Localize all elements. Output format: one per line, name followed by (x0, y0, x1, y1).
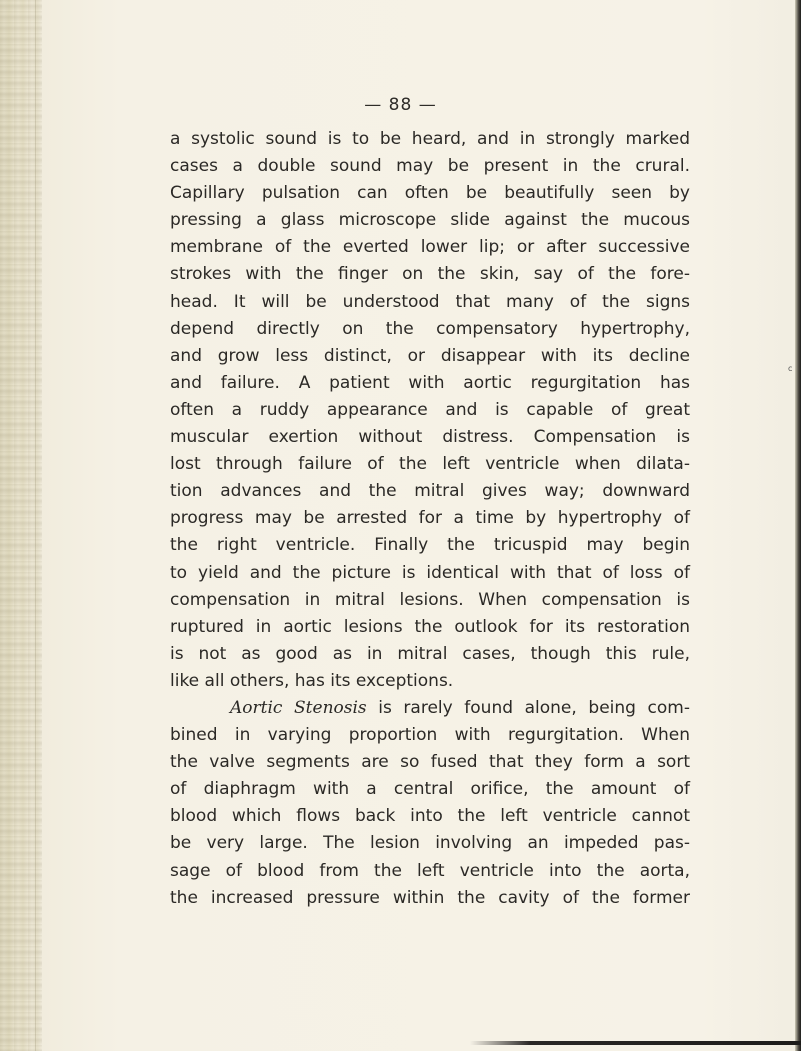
text-line-content: ruptured in aortic lesions the outlook for its restoration (170, 616, 690, 637)
text-line-content: be very large. The lesion involving an impeded pas- (170, 833, 690, 854)
text-line (170, 885, 690, 912)
text-line (170, 478, 690, 505)
text-line-content: a systolic sound is to be heard, and in strongly marked (170, 129, 690, 149)
text-line (170, 343, 690, 370)
text-line (170, 560, 690, 587)
text-line (170, 695, 690, 722)
text-line-content: and grow less distinct, or disappear with its decline (170, 345, 690, 366)
text-line (170, 153, 690, 180)
text-line-content: head. It will be understood that many of the signs (170, 291, 690, 312)
text-line (170, 207, 690, 234)
text-line (170, 234, 690, 261)
paragraph-1 (170, 126, 690, 695)
edge-mark: c (788, 364, 793, 373)
text-line (170, 776, 690, 803)
text-line (170, 289, 690, 316)
heading-line-rest: is rarely found alone, being com- (366, 697, 690, 718)
text-line-content: progress may be arrested for a time by hypertrophy of (170, 508, 690, 529)
body-text (170, 126, 690, 912)
text-line (170, 451, 690, 478)
text-line-content: lost through failure of the left ventricle when dilata- (170, 454, 690, 475)
text-line (170, 668, 690, 695)
text-line-content: pressing a glass microscope slide against the mucous (170, 210, 690, 231)
text-line (170, 370, 690, 397)
text-line-content: muscular exertion without distress. Compensation is (170, 427, 690, 448)
text-line-content (230, 695, 690, 722)
text-line-content: of diaphragm with a central orifice, the amount of (170, 779, 690, 800)
page-number: — 88 — (364, 95, 437, 115)
text-line-content: blood which flows back into the left ventricle cannot (170, 806, 690, 827)
text-line-content: sage of blood from the left ventricle into the aorta, (170, 860, 690, 881)
text-line (170, 505, 690, 532)
text-line-content: depend directly on the compensatory hypertrophy, (170, 318, 690, 339)
text-line (170, 180, 690, 207)
text-line (170, 261, 690, 288)
text-line-content: the increased pressure within the cavity of the former (170, 887, 690, 908)
text-line-content: and failure. A patient with aortic regurgitation has (170, 372, 690, 393)
text-line-content: bined in varying proportion with regurgitation. When (170, 725, 690, 746)
text-line (170, 126, 690, 153)
text-line (170, 803, 690, 830)
page-right-edge (795, 0, 801, 1051)
text-line-content: is not as good as in mitral cases, though this rule, (170, 643, 690, 664)
section-heading-aortic-stenosis: Aortic Stenosis (230, 697, 367, 718)
text-line-content: the valve segments are so fused that they form a sort (170, 752, 690, 773)
text-line-content: compensation in mitral lesions. When compensation is (170, 589, 690, 610)
text-line-content: tion advances and the mitral gives way; downward (170, 481, 690, 502)
text-line-content: often a ruddy appearance and is capable of great (170, 399, 690, 420)
text-line-content: like all others, has its exceptions. (170, 670, 454, 691)
text-line (170, 641, 690, 668)
text-line (170, 397, 690, 424)
text-line-content: Capillary pulsation can often be beautifully seen by (170, 183, 690, 204)
text-line-content: strokes with the finger on the skin, say of the fore- (170, 264, 690, 285)
text-line (170, 587, 690, 614)
text-line-content: membrane of the everted lower lip; or after successive (170, 237, 690, 258)
text-line-content: the right ventricle. Finally the tricuspid may begin (170, 535, 690, 556)
text-line (170, 614, 690, 641)
text-line (170, 858, 690, 885)
text-line (170, 749, 690, 776)
text-line (170, 316, 690, 343)
text-line (170, 722, 690, 749)
text-line-content: to yield and the picture is identical with that of loss of (170, 562, 690, 583)
text-line-content: cases a double sound may be present in the crural. (170, 156, 690, 177)
paragraph-2 (170, 695, 690, 912)
bottom-rule (470, 1041, 801, 1045)
text-line (170, 424, 690, 451)
text-line (170, 830, 690, 857)
text-line (170, 532, 690, 559)
page-binding-edge (0, 0, 42, 1051)
